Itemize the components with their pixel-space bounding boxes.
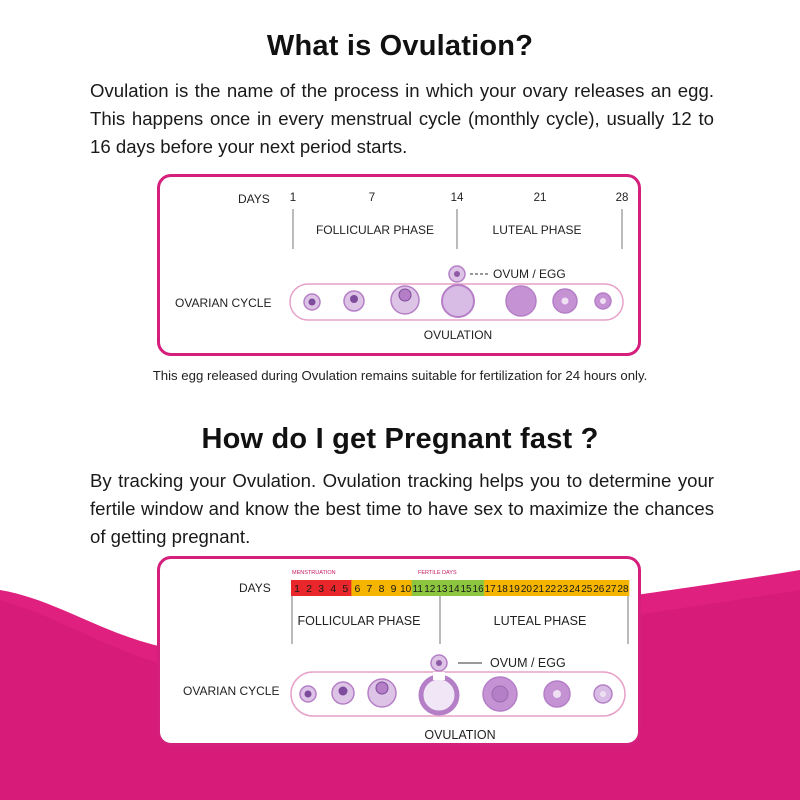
day-number: 25 [581,584,593,595]
ovulation-diagram-1 [157,174,641,356]
diagram2-ovum-label: OVUM / EGG [490,656,566,670]
diagram1-graphic [160,177,641,356]
day-number: 20 [520,584,532,595]
diagram2-ovarian-cycle-label: OVARIAN CYCLE [183,684,280,698]
day-number: 1 [294,583,300,595]
diagram1-day-mark: 28 [615,192,629,204]
day-number: 3 [318,583,325,595]
section2-title: How do I get Pregnant fast ? [201,423,599,455]
diagram2-graphic [160,559,641,746]
diagram2-days-label: DAYS [239,581,271,595]
day-number: 18 [496,584,508,595]
diagram1-ovum-label: OVUM / EGG [493,267,566,281]
diagram2-follicular-label: FOLLICULAR PHASE [297,614,421,628]
day-number: 28 [617,584,629,595]
section1-paragraph: Ovulation is the name of the process in which your ovary releases an egg. This happens once in every menstrual cycle (monthly cycle), usually 12 to 16 days before your next period starts. [90,80,714,157]
day-number: 24 [569,584,581,595]
section1-note: This egg released during Ovulation remains suitable for fertilization for 24 hours only. [152,368,648,383]
day-number: 21 [532,584,545,595]
diagram1-luteal-label: LUTEAL PHASE [492,223,582,237]
day-number: 19 [508,584,520,595]
day-number: 15 [460,584,472,595]
day-number: 12 [424,584,436,595]
day-number: 7 [366,583,373,595]
day-strip [291,580,629,596]
diagram1-day-mark: 14 [450,192,464,204]
day-number: 5 [342,583,349,595]
day-number: 4 [330,583,337,595]
section2-paragraph: By tracking your Ovulation. Ovulation tracking helps you to determine your fertile window and know the best time to have sex to maximize the chances of getting pregnant. [90,470,714,547]
diagram2-luteal-label: LUTEAL PHASE [493,614,587,628]
diagram2-ovulation-label: OVULATION [424,728,496,742]
diagram1-follicular-label: FOLLICULAR PHASE [315,223,435,237]
section1-title: What is Ovulation? [266,30,534,62]
diagram1-ovarian-cycle-label: OVARIAN CYCLE [175,296,272,310]
ovulating-follicle-icon [442,285,474,317]
diagram2-menstruation-label: MENSTRUATION [292,570,336,576]
day-number: 26 [593,584,605,595]
day-number: 22 [544,584,557,595]
day-number: 10 [400,584,412,595]
day-number: 23 [557,584,569,595]
diagram1-days-label: DAYS [238,192,270,206]
day-number: 16 [472,584,484,595]
day-number: 13 [436,584,448,595]
diagram2-fertile-label: FERTILE DAYS [418,570,457,576]
day-number: 17 [484,584,496,595]
day-number: 27 [605,584,617,595]
day-number: 2 [306,583,313,595]
diagram1-day-mark: 7 [368,192,376,204]
diagram1-day-mark: 21 [533,192,547,204]
day-number: 9 [390,583,397,595]
diagram1-day-mark: 1 [289,192,297,204]
day-number: 14 [448,584,460,595]
day-number: 11 [412,584,423,595]
day-number: 6 [354,583,361,595]
diagram1-ovulation-label: OVULATION [423,328,493,342]
day-number: 8 [378,583,385,595]
corpus-luteum-icon [506,286,536,316]
ovulation-diagram-2 [157,556,641,746]
ovulating-follicle-icon [421,677,457,713]
